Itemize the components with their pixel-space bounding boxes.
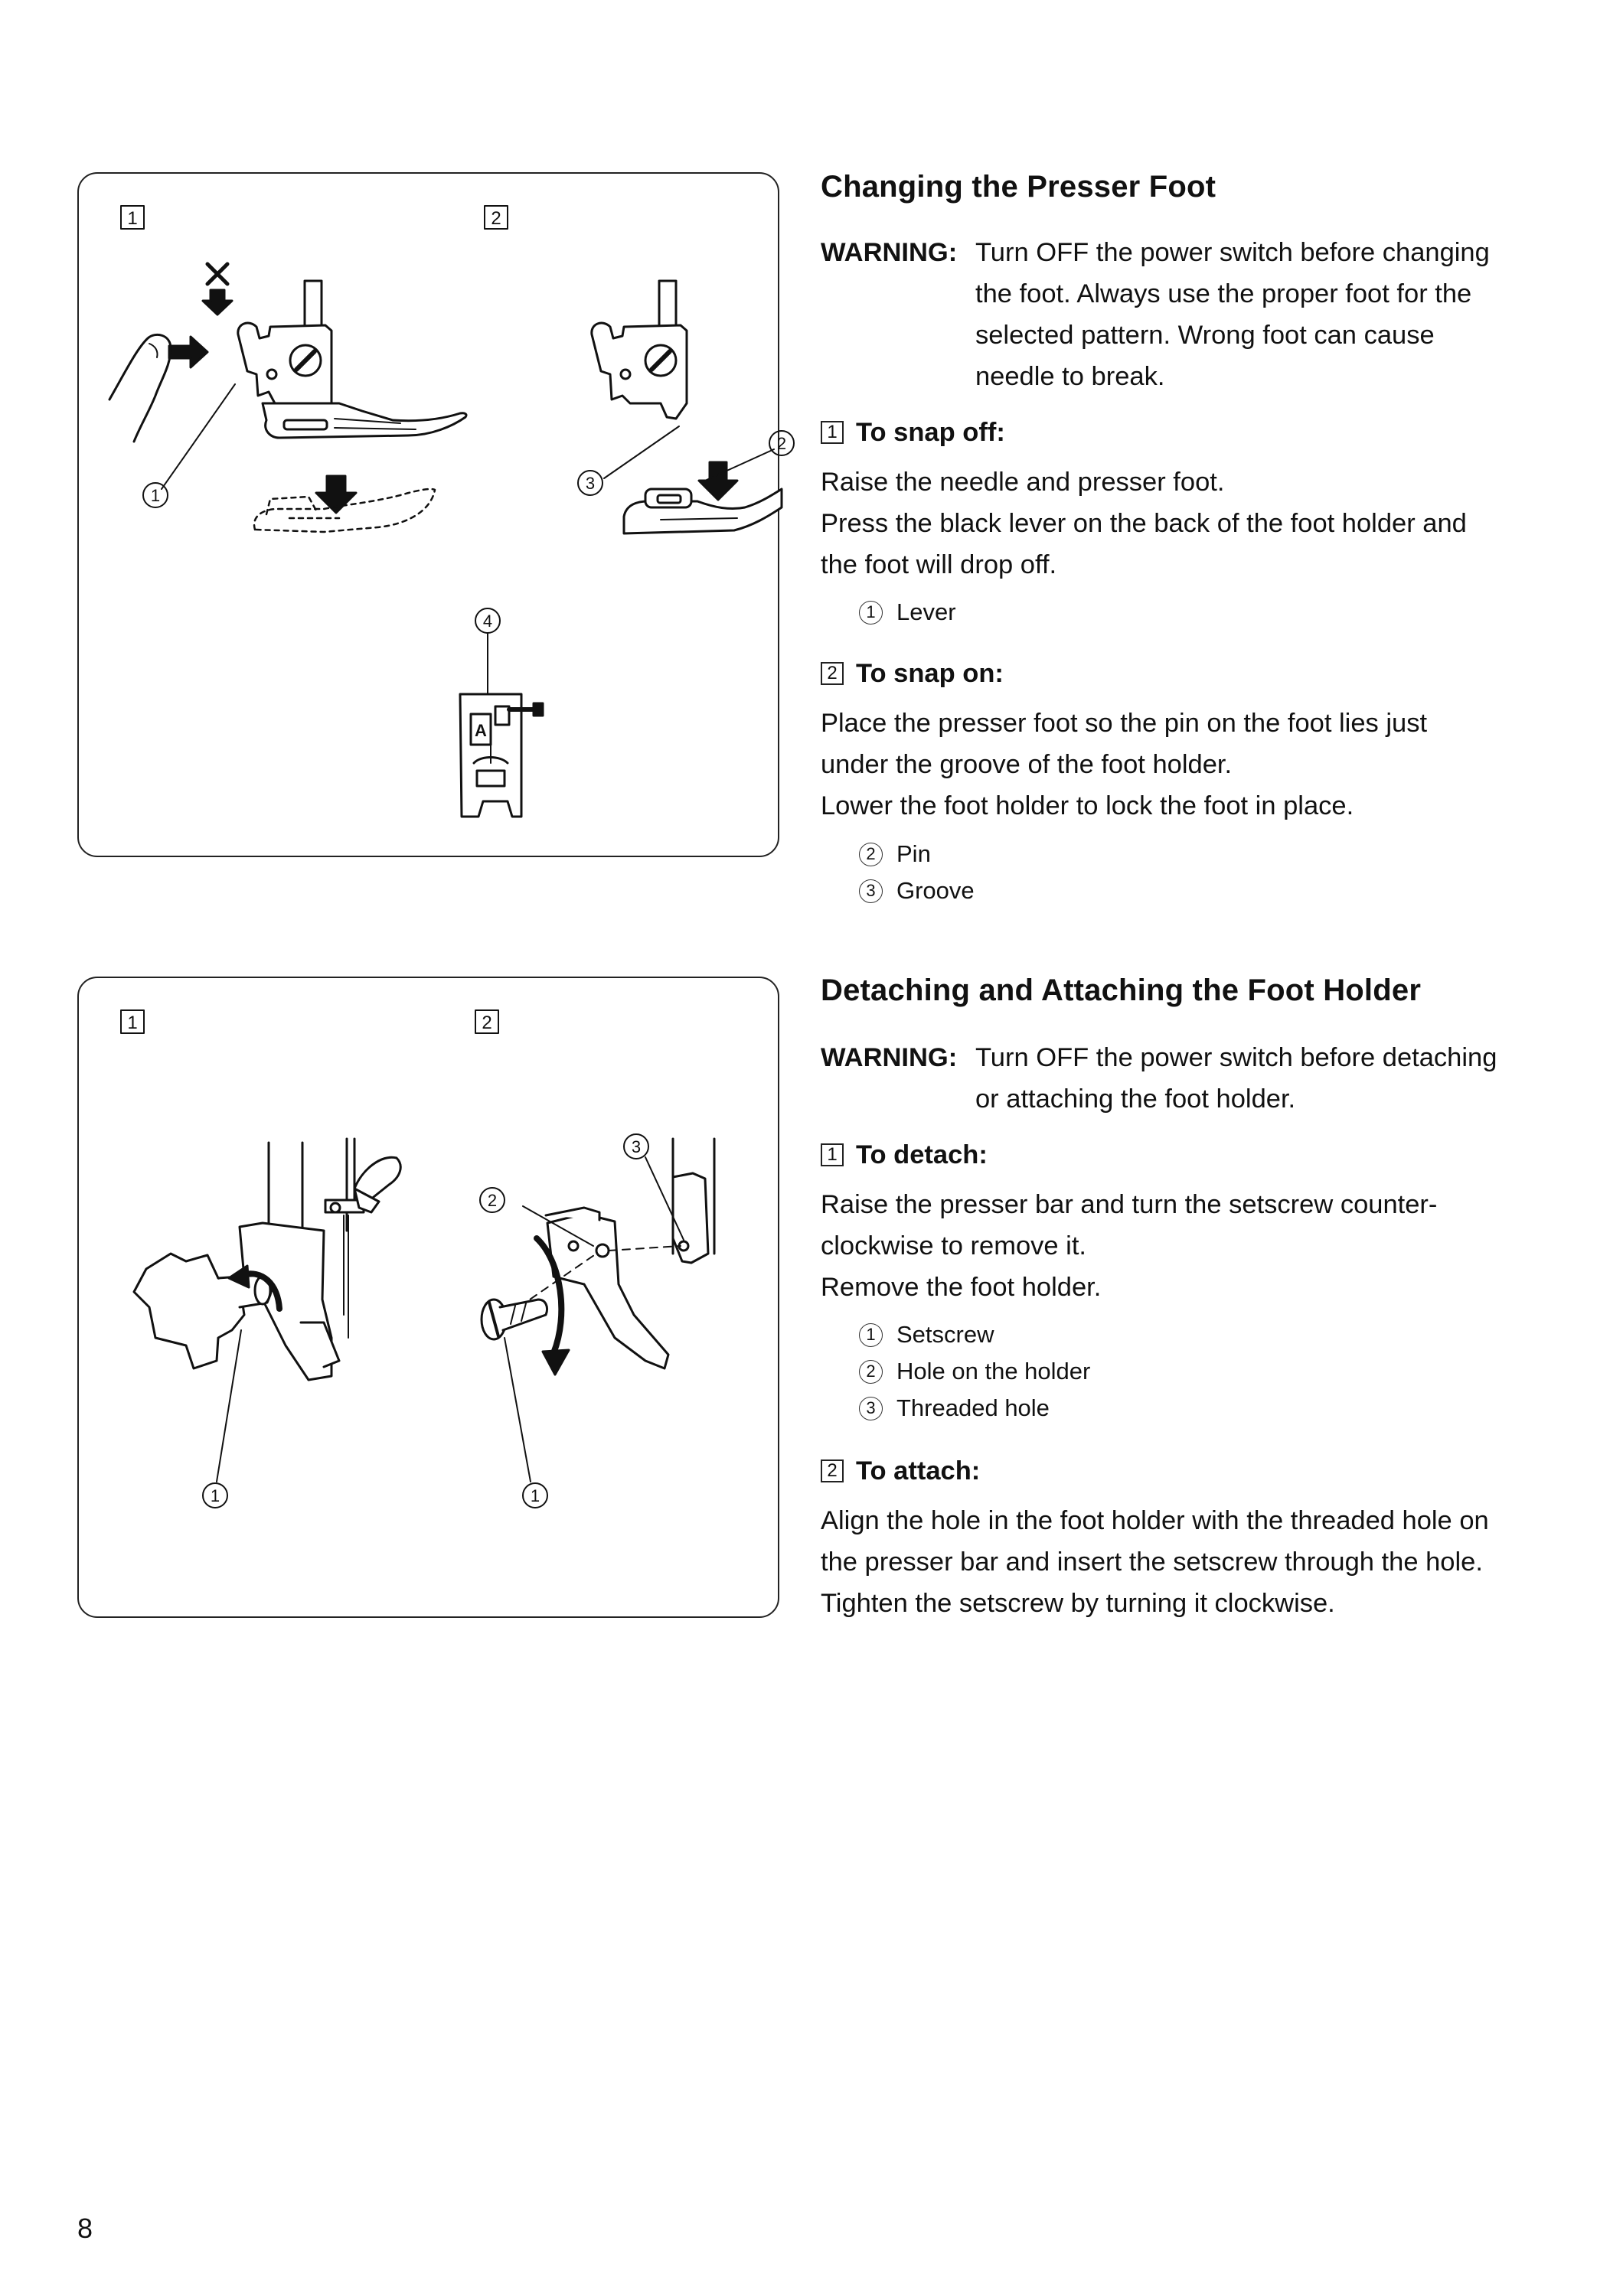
step-number-box: 1 [821, 421, 844, 444]
legend-item: 3 Threaded hole [859, 1390, 1090, 1427]
step-mark-1 [121, 206, 144, 229]
step-heading-snap-off [821, 416, 1556, 449]
step-text-snap-on: Place the presser foot so the pin on the foot lies just under the groove of the foot holder. Lower the foot holder to lock the foot in place. [821, 709, 1428, 820]
presser-foot-illustration [79, 174, 787, 859]
arrow-right-icon [169, 337, 207, 367]
figure-panel-foot-holder [77, 977, 779, 1618]
legend-item: 2 Pin [859, 836, 975, 872]
svg-text:1: 1 [150, 486, 161, 505]
x-mark-icon [207, 264, 227, 284]
svg-text:3: 3 [585, 474, 596, 493]
warning-text: Turn OFF the power switch before detaching or attaching the foot holder. [975, 1043, 1497, 1114]
svg-text:1: 1 [127, 208, 138, 229]
step-title: To attach: [856, 1456, 981, 1486]
step-text-attach: Align the hole in the foot holder with the threaded hole on the presser bar and insert the setscrew through the hole. Tighten the setscrew by turning it clockwise. [821, 1506, 1489, 1618]
page-number: 8 [77, 2213, 93, 2244]
legend-item: 3 Groove [859, 872, 975, 909]
arrow-down-icon [203, 290, 232, 315]
step-text-snap-off: Raise the needle and presser foot. Press the black lever on the back of the foot holder and the foot will drop off. [821, 468, 1467, 579]
figure-panel-snap-foot [77, 172, 787, 857]
legend-item: 1 Lever [859, 594, 956, 631]
step-title: To snap off: [856, 418, 1005, 447]
warning-label: WARNING: [821, 238, 958, 267]
step-mark-2 [475, 1010, 498, 1033]
legend-item: 2 Hole on the holder [859, 1353, 1090, 1390]
step-number-box: 2 [821, 662, 844, 685]
step-title: To snap on: [856, 659, 1004, 688]
step-number-box: 1 [821, 1143, 844, 1166]
svg-text:A: A [475, 721, 487, 740]
svg-text:2: 2 [491, 208, 501, 229]
legend-item: 1 Setscrew [859, 1316, 1090, 1353]
section-foot-holder [821, 972, 1556, 1009]
warning-text: Turn OFF the power switch before changing the foot. Always use the proper foot for the selected pattern. Wrong foot can cause needle to break. [975, 238, 1490, 391]
section-changing-presser-foot [821, 168, 1556, 205]
step-mark-1 [121, 1010, 144, 1033]
foot-holder-illustration [79, 978, 781, 1619]
svg-text:4: 4 [482, 612, 493, 631]
svg-text:3: 3 [631, 1137, 642, 1156]
step-heading-snap-on [821, 657, 1556, 690]
step-text-detach: Raise the presser bar and turn the setscrew counter- clockwise to remove it. Remove the foot holder. [821, 1190, 1438, 1302]
setscrew-knob-icon [134, 1254, 244, 1368]
svg-text:1: 1 [530, 1486, 540, 1505]
step-heading-attach [821, 1454, 1556, 1488]
warning-label: WARNING: [821, 1043, 958, 1072]
section-title: Detaching and Attaching the Foot Holder [821, 974, 1422, 1007]
section-title: Changing the Presser Foot [821, 170, 1216, 204]
svg-text:2: 2 [482, 1013, 492, 1033]
finger-icon [109, 334, 171, 442]
step-title: To detach: [856, 1140, 988, 1169]
step-number-box: 2 [821, 1459, 844, 1482]
step-mark-2 [485, 206, 508, 229]
svg-text:2: 2 [776, 434, 787, 453]
step-heading-detach [821, 1138, 1556, 1172]
svg-text:2: 2 [487, 1191, 498, 1210]
svg-text:1: 1 [127, 1013, 138, 1033]
svg-text:1: 1 [210, 1486, 220, 1505]
